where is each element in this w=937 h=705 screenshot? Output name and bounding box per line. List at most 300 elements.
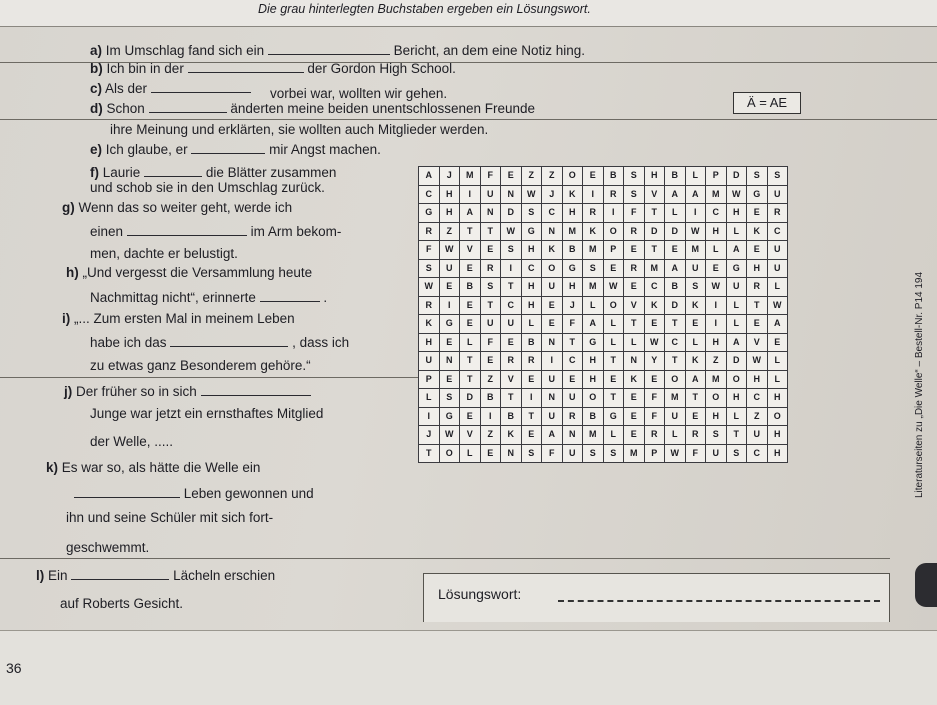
grid-cell[interactable]: T <box>665 315 686 334</box>
grid-cell[interactable]: P <box>706 167 727 186</box>
grid-cell[interactable]: V <box>460 426 481 445</box>
grid-cell[interactable]: G <box>419 204 440 223</box>
grid-cell[interactable]: T <box>460 222 481 241</box>
grid-cell[interactable]: L <box>665 426 686 445</box>
grid-cell[interactable]: L <box>583 296 604 315</box>
grid-cell[interactable]: F <box>644 389 665 408</box>
grid-cell[interactable]: Y <box>644 352 665 371</box>
grid-cell[interactable]: U <box>767 185 788 204</box>
grid-cell[interactable]: L <box>419 389 440 408</box>
grid-cell[interactable]: I <box>706 315 727 334</box>
grid-cell[interactable]: R <box>501 352 522 371</box>
grid-cell[interactable]: T <box>644 241 665 260</box>
grid-cell[interactable]: I <box>706 296 727 315</box>
grid-cell[interactable]: S <box>685 278 706 297</box>
grid-cell[interactable]: F <box>685 444 706 463</box>
grid-cell[interactable]: L <box>767 352 788 371</box>
grid-cell[interactable]: F <box>480 167 501 186</box>
grid-cell[interactable]: U <box>706 444 727 463</box>
grid-cell[interactable]: G <box>726 259 747 278</box>
blank-g[interactable] <box>127 223 247 236</box>
grid-cell[interactable]: U <box>439 259 460 278</box>
grid-cell[interactable]: U <box>665 407 686 426</box>
grid-cell[interactable]: E <box>665 241 686 260</box>
grid-cell[interactable]: W <box>439 426 460 445</box>
grid-cell[interactable]: K <box>644 296 665 315</box>
grid-cell[interactable]: E <box>603 259 624 278</box>
grid-cell[interactable]: L <box>460 333 481 352</box>
grid-cell[interactable]: O <box>603 222 624 241</box>
grid-cell[interactable]: Z <box>439 222 460 241</box>
grid-cell[interactable]: L <box>521 315 542 334</box>
grid-cell[interactable]: K <box>562 185 583 204</box>
grid-cell[interactable]: F <box>542 444 563 463</box>
grid-cell[interactable]: S <box>501 241 522 260</box>
grid-cell[interactable]: O <box>439 444 460 463</box>
grid-cell[interactable]: E <box>603 370 624 389</box>
grid-cell[interactable]: M <box>460 167 481 186</box>
grid-cell[interactable]: K <box>583 222 604 241</box>
grid-cell[interactable]: A <box>685 370 706 389</box>
grid-cell[interactable]: S <box>521 204 542 223</box>
grid-cell[interactable]: G <box>562 259 583 278</box>
grid-cell[interactable]: I <box>583 185 604 204</box>
grid-cell[interactable]: Z <box>542 167 563 186</box>
grid-cell[interactable]: L <box>603 426 624 445</box>
grid-cell[interactable]: L <box>767 278 788 297</box>
grid-cell[interactable]: A <box>665 185 686 204</box>
grid-cell[interactable]: S <box>439 389 460 408</box>
grid-cell[interactable]: W <box>685 222 706 241</box>
grid-cell[interactable]: K <box>624 370 645 389</box>
grid-cell[interactable]: H <box>767 426 788 445</box>
grid-cell[interactable]: T <box>644 204 665 223</box>
grid-cell[interactable]: C <box>706 204 727 223</box>
grid-cell[interactable]: E <box>767 333 788 352</box>
grid-cell[interactable]: I <box>501 259 522 278</box>
blank-f[interactable] <box>144 164 202 177</box>
grid-cell[interactable]: E <box>644 370 665 389</box>
grid-cell[interactable]: E <box>706 259 727 278</box>
grid-cell[interactable]: P <box>603 241 624 260</box>
grid-cell[interactable]: N <box>480 204 501 223</box>
grid-cell[interactable]: T <box>665 352 686 371</box>
blank-k[interactable] <box>74 485 180 498</box>
grid-cell[interactable]: O <box>767 407 788 426</box>
grid-cell[interactable]: T <box>521 407 542 426</box>
grid-cell[interactable]: U <box>767 241 788 260</box>
grid-cell[interactable]: B <box>480 389 501 408</box>
grid-cell[interactable]: N <box>542 389 563 408</box>
grid-cell[interactable]: R <box>767 204 788 223</box>
grid-cell[interactable]: J <box>419 426 440 445</box>
grid-cell[interactable]: S <box>521 444 542 463</box>
grid-cell[interactable]: I <box>542 352 563 371</box>
grid-cell[interactable]: E <box>521 370 542 389</box>
grid-cell[interactable]: R <box>419 296 440 315</box>
grid-cell[interactable]: C <box>562 352 583 371</box>
grid-cell[interactable]: P <box>419 370 440 389</box>
grid-cell[interactable]: C <box>521 259 542 278</box>
grid-cell[interactable]: T <box>501 389 522 408</box>
grid-cell[interactable]: A <box>583 315 604 334</box>
grid-cell[interactable]: O <box>726 370 747 389</box>
grid-cell[interactable]: L <box>603 333 624 352</box>
grid-cell[interactable]: E <box>747 315 768 334</box>
grid-cell[interactable]: O <box>583 389 604 408</box>
grid-cell[interactable]: D <box>726 167 747 186</box>
grid-cell[interactable]: E <box>542 315 563 334</box>
grid-cell[interactable]: W <box>767 296 788 315</box>
grid-cell[interactable]: M <box>583 278 604 297</box>
grid-cell[interactable]: E <box>480 241 501 260</box>
grid-cell[interactable]: S <box>583 444 604 463</box>
grid-cell[interactable]: L <box>624 333 645 352</box>
grid-cell[interactable]: L <box>706 241 727 260</box>
grid-cell[interactable]: C <box>501 296 522 315</box>
grid-cell[interactable]: W <box>706 278 727 297</box>
grid-cell[interactable]: L <box>685 167 706 186</box>
grid-cell[interactable]: F <box>644 407 665 426</box>
grid-cell[interactable]: F <box>624 204 645 223</box>
blank-a[interactable] <box>268 42 390 55</box>
grid-cell[interactable]: E <box>624 407 645 426</box>
grid-cell[interactable]: T <box>480 222 501 241</box>
grid-cell[interactable]: L <box>726 315 747 334</box>
grid-cell[interactable]: H <box>562 204 583 223</box>
grid-cell[interactable]: R <box>685 426 706 445</box>
grid-cell[interactable]: T <box>685 389 706 408</box>
grid-cell[interactable]: C <box>542 204 563 223</box>
grid-cell[interactable]: E <box>644 315 665 334</box>
blank-b[interactable] <box>188 60 304 73</box>
grid-cell[interactable]: B <box>583 407 604 426</box>
grid-cell[interactable]: A <box>726 333 747 352</box>
grid-cell[interactable]: I <box>460 185 481 204</box>
grid-cell[interactable]: Z <box>521 167 542 186</box>
grid-cell[interactable]: C <box>419 185 440 204</box>
grid-cell[interactable]: D <box>665 222 686 241</box>
grid-cell[interactable]: L <box>767 370 788 389</box>
grid-cell[interactable]: H <box>521 296 542 315</box>
grid-cell[interactable]: W <box>726 185 747 204</box>
grid-cell[interactable]: T <box>460 352 481 371</box>
grid-cell[interactable]: S <box>624 185 645 204</box>
grid-cell[interactable]: L <box>726 407 747 426</box>
grid-cell[interactable]: B <box>460 278 481 297</box>
grid-cell[interactable]: H <box>439 185 460 204</box>
grid-cell[interactable]: N <box>501 444 522 463</box>
grid-cell[interactable]: S <box>624 167 645 186</box>
grid-cell[interactable]: W <box>521 185 542 204</box>
grid-cell[interactable]: Z <box>706 352 727 371</box>
grid-cell[interactable]: A <box>685 185 706 204</box>
grid-cell[interactable]: M <box>665 389 686 408</box>
grid-cell[interactable]: T <box>460 370 481 389</box>
grid-cell[interactable]: S <box>767 167 788 186</box>
grid-cell[interactable]: M <box>562 222 583 241</box>
grid-cell[interactable]: I <box>419 407 440 426</box>
grid-cell[interactable]: E <box>685 315 706 334</box>
grid-cell[interactable]: Z <box>480 426 501 445</box>
grid-cell[interactable]: W <box>419 278 440 297</box>
grid-cell[interactable]: O <box>542 259 563 278</box>
grid-cell[interactable]: U <box>747 426 768 445</box>
grid-cell[interactable]: F <box>419 241 440 260</box>
grid-cell[interactable]: E <box>624 241 645 260</box>
grid-cell[interactable]: R <box>644 426 665 445</box>
grid-cell[interactable]: U <box>562 389 583 408</box>
grid-cell[interactable]: E <box>501 167 522 186</box>
grid-cell[interactable]: N <box>439 352 460 371</box>
grid-cell[interactable]: J <box>439 167 460 186</box>
grid-cell[interactable]: S <box>726 444 747 463</box>
grid-cell[interactable]: W <box>603 278 624 297</box>
grid-cell[interactable]: L <box>726 296 747 315</box>
grid-cell[interactable]: F <box>562 315 583 334</box>
grid-cell[interactable]: O <box>706 389 727 408</box>
grid-cell[interactable]: K <box>419 315 440 334</box>
grid-cell[interactable]: K <box>685 296 706 315</box>
grid-cell[interactable]: E <box>460 296 481 315</box>
grid-cell[interactable]: E <box>439 278 460 297</box>
grid-cell[interactable]: S <box>419 259 440 278</box>
grid-cell[interactable]: L <box>603 315 624 334</box>
blank-j[interactable] <box>201 383 311 396</box>
grid-cell[interactable]: I <box>603 204 624 223</box>
grid-cell[interactable]: G <box>583 333 604 352</box>
grid-cell[interactable]: C <box>747 444 768 463</box>
grid-cell[interactable]: R <box>480 259 501 278</box>
grid-cell[interactable]: H <box>706 407 727 426</box>
grid-cell[interactable]: R <box>419 222 440 241</box>
grid-cell[interactable]: E <box>624 278 645 297</box>
grid-cell[interactable]: R <box>521 352 542 371</box>
grid-cell[interactable]: N <box>562 426 583 445</box>
grid-cell[interactable]: F <box>480 333 501 352</box>
grid-cell[interactable]: M <box>624 444 645 463</box>
grid-cell[interactable]: T <box>603 352 624 371</box>
grid-cell[interactable]: L <box>665 204 686 223</box>
grid-cell[interactable]: W <box>439 241 460 260</box>
grid-cell[interactable]: C <box>767 222 788 241</box>
grid-cell[interactable]: U <box>542 370 563 389</box>
grid-cell[interactable]: P <box>644 444 665 463</box>
grid-cell[interactable]: R <box>747 278 768 297</box>
grid-cell[interactable]: B <box>521 333 542 352</box>
grid-cell[interactable]: R <box>603 185 624 204</box>
grid-cell[interactable]: W <box>665 444 686 463</box>
grid-cell[interactable]: H <box>583 352 604 371</box>
grid-cell[interactable]: H <box>521 278 542 297</box>
grid-cell[interactable]: E <box>460 407 481 426</box>
grid-cell[interactable]: E <box>480 352 501 371</box>
grid-cell[interactable]: E <box>747 241 768 260</box>
grid-cell[interactable]: B <box>562 241 583 260</box>
grid-cell[interactable]: S <box>480 278 501 297</box>
grid-cell[interactable]: T <box>480 296 501 315</box>
blank-i[interactable] <box>170 334 288 347</box>
grid-cell[interactable]: J <box>542 185 563 204</box>
grid-cell[interactable]: E <box>747 204 768 223</box>
blank-c[interactable] <box>151 80 251 93</box>
grid-cell[interactable]: L <box>460 444 481 463</box>
grid-cell[interactable]: U <box>480 185 501 204</box>
grid-cell[interactable]: S <box>706 426 727 445</box>
grid-cell[interactable]: M <box>706 185 727 204</box>
grid-cell[interactable]: W <box>501 222 522 241</box>
grid-cell[interactable]: M <box>685 241 706 260</box>
grid-cell[interactable]: D <box>460 389 481 408</box>
grid-cell[interactable]: V <box>747 333 768 352</box>
grid-cell[interactable]: U <box>726 278 747 297</box>
grid-cell[interactable]: U <box>501 315 522 334</box>
blank-d[interactable] <box>149 100 227 113</box>
grid-cell[interactable]: H <box>706 222 727 241</box>
grid-cell[interactable]: D <box>644 222 665 241</box>
grid-cell[interactable]: T <box>603 389 624 408</box>
grid-cell[interactable]: M <box>583 426 604 445</box>
grid-cell[interactable]: I <box>521 389 542 408</box>
grid-cell[interactable]: Z <box>747 407 768 426</box>
grid-cell[interactable]: R <box>562 407 583 426</box>
grid-cell[interactable]: T <box>501 278 522 297</box>
grid-cell[interactable]: U <box>767 259 788 278</box>
grid-cell[interactable]: S <box>603 444 624 463</box>
grid-cell[interactable]: K <box>501 426 522 445</box>
grid-cell[interactable]: I <box>480 407 501 426</box>
grid-cell[interactable]: C <box>665 333 686 352</box>
grid-cell[interactable]: E <box>501 333 522 352</box>
grid-cell[interactable]: R <box>624 222 645 241</box>
grid-cell[interactable]: H <box>419 333 440 352</box>
grid-cell[interactable]: J <box>562 296 583 315</box>
grid-cell[interactable]: M <box>583 241 604 260</box>
grid-cell[interactable]: A <box>665 259 686 278</box>
grid-cell[interactable]: G <box>439 407 460 426</box>
grid-cell[interactable]: H <box>644 167 665 186</box>
grid-cell[interactable]: U <box>419 352 440 371</box>
grid-cell[interactable]: T <box>726 426 747 445</box>
grid-cell[interactable]: K <box>542 241 563 260</box>
grid-cell[interactable]: U <box>562 444 583 463</box>
blank-h[interactable] <box>260 289 320 302</box>
grid-cell[interactable]: S <box>747 167 768 186</box>
grid-cell[interactable]: D <box>665 296 686 315</box>
grid-cell[interactable]: G <box>439 315 460 334</box>
grid-cell[interactable]: C <box>747 389 768 408</box>
grid-cell[interactable]: S <box>583 259 604 278</box>
grid-cell[interactable]: H <box>767 444 788 463</box>
grid-cell[interactable]: E <box>460 259 481 278</box>
grid-cell[interactable]: H <box>726 204 747 223</box>
blank-e[interactable] <box>191 141 265 154</box>
grid-cell[interactable]: V <box>501 370 522 389</box>
grid-cell[interactable]: I <box>685 204 706 223</box>
grid-cell[interactable]: L <box>685 333 706 352</box>
grid-cell[interactable]: E <box>542 296 563 315</box>
grid-cell[interactable]: A <box>542 426 563 445</box>
grid-cell[interactable]: H <box>583 370 604 389</box>
grid-cell[interactable]: B <box>665 167 686 186</box>
grid-cell[interactable]: B <box>603 167 624 186</box>
grid-cell[interactable]: A <box>419 167 440 186</box>
grid-cell[interactable]: D <box>726 352 747 371</box>
grid-cell[interactable]: H <box>439 204 460 223</box>
grid-cell[interactable]: E <box>439 333 460 352</box>
grid-cell[interactable]: V <box>644 185 665 204</box>
grid-cell[interactable]: H <box>706 333 727 352</box>
grid-cell[interactable]: H <box>767 389 788 408</box>
grid-cell[interactable]: O <box>603 296 624 315</box>
grid-cell[interactable]: V <box>624 296 645 315</box>
grid-cell[interactable]: C <box>644 278 665 297</box>
grid-cell[interactable]: N <box>501 185 522 204</box>
grid-cell[interactable]: L <box>726 222 747 241</box>
grid-cell[interactable]: M <box>706 370 727 389</box>
grid-cell[interactable]: E <box>562 370 583 389</box>
grid-cell[interactable]: B <box>501 407 522 426</box>
grid-cell[interactable]: W <box>747 352 768 371</box>
grid-cell[interactable]: H <box>747 370 768 389</box>
grid-cell[interactable]: K <box>685 352 706 371</box>
grid-cell[interactable]: A <box>726 241 747 260</box>
grid-cell[interactable]: R <box>583 204 604 223</box>
grid-cell[interactable]: E <box>685 407 706 426</box>
grid-cell[interactable]: T <box>419 444 440 463</box>
grid-cell[interactable]: U <box>685 259 706 278</box>
grid-cell[interactable]: G <box>521 222 542 241</box>
grid-cell[interactable]: O <box>562 167 583 186</box>
grid-cell[interactable]: T <box>624 315 645 334</box>
grid-cell[interactable]: O <box>665 370 686 389</box>
grid-cell[interactable]: H <box>521 241 542 260</box>
grid-cell[interactable]: H <box>747 259 768 278</box>
grid-cell[interactable]: N <box>542 222 563 241</box>
grid-cell[interactable]: E <box>439 370 460 389</box>
grid-cell[interactable]: A <box>460 204 481 223</box>
grid-cell[interactable]: E <box>521 426 542 445</box>
grid-cell[interactable]: G <box>747 185 768 204</box>
grid-cell[interactable]: U <box>542 278 563 297</box>
grid-cell[interactable]: R <box>624 259 645 278</box>
grid-cell[interactable]: Z <box>480 370 501 389</box>
blank-l[interactable] <box>71 567 169 580</box>
grid-cell[interactable]: G <box>603 407 624 426</box>
solution-input-line[interactable] <box>558 600 880 602</box>
grid-cell[interactable]: N <box>624 352 645 371</box>
grid-cell[interactable]: D <box>501 204 522 223</box>
grid-cell[interactable]: H <box>562 278 583 297</box>
grid-cell[interactable]: H <box>726 389 747 408</box>
grid-cell[interactable]: E <box>624 426 645 445</box>
grid-cell[interactable]: W <box>644 333 665 352</box>
grid-cell[interactable]: N <box>542 333 563 352</box>
grid-cell[interactable]: K <box>747 222 768 241</box>
grid-cell[interactable]: E <box>624 389 645 408</box>
grid-cell[interactable]: E <box>480 444 501 463</box>
grid-cell[interactable]: U <box>542 407 563 426</box>
grid-cell[interactable]: I <box>439 296 460 315</box>
grid-cell[interactable]: T <box>747 296 768 315</box>
grid-cell[interactable]: V <box>460 241 481 260</box>
grid-cell[interactable]: E <box>460 315 481 334</box>
grid-cell[interactable]: B <box>665 278 686 297</box>
grid-cell[interactable]: U <box>480 315 501 334</box>
grid-cell[interactable]: T <box>562 333 583 352</box>
grid-cell[interactable]: A <box>767 315 788 334</box>
grid-cell[interactable]: M <box>644 259 665 278</box>
